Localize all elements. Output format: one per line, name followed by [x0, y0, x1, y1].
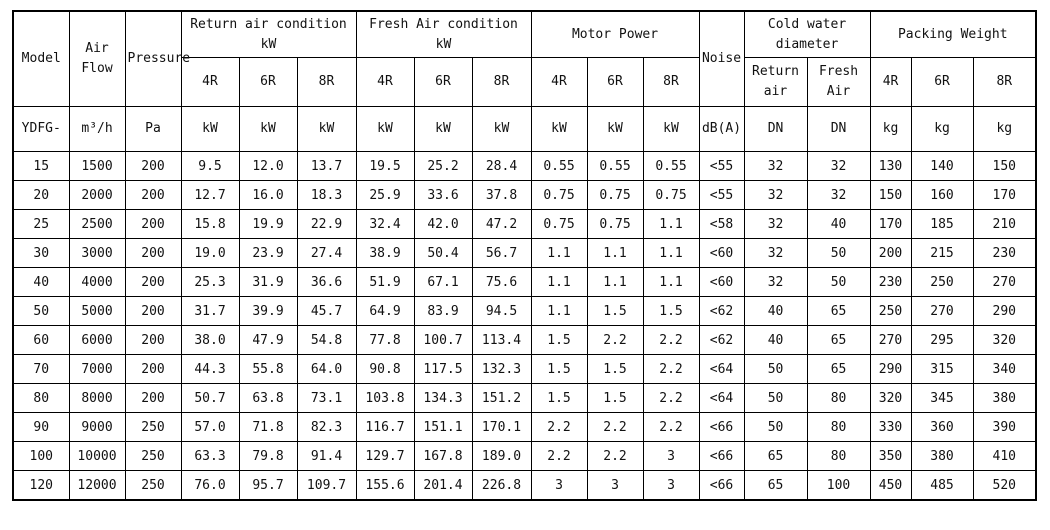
table-cell: 79.8	[239, 442, 297, 471]
table-cell: 70	[13, 355, 69, 384]
table-cell: 47.9	[239, 326, 297, 355]
table-cell: 64.9	[356, 297, 414, 326]
table-cell: 1.5	[531, 326, 587, 355]
table-cell: 1.5	[587, 355, 643, 384]
table-cell: 1.5	[531, 355, 587, 384]
table-cell: 5000	[69, 297, 125, 326]
table-cell: 91.4	[297, 442, 356, 471]
table-row	[13, 152, 1036, 181]
unit-cell: kW	[297, 107, 356, 152]
table-cell: 12000	[69, 471, 125, 501]
table-cell: 129.7	[356, 442, 414, 471]
header-cold-water-diameter: Cold water diameter	[744, 11, 870, 58]
table-cell: 330	[870, 413, 911, 442]
table-cell: <64	[699, 384, 744, 413]
table-cell: 40	[13, 268, 69, 297]
table-cell: 140	[911, 152, 973, 181]
table-cell: 200	[125, 297, 181, 326]
table-cell: 67.1	[414, 268, 472, 297]
table-cell: 2.2	[643, 355, 699, 384]
table-cell: 155.6	[356, 471, 414, 501]
table-cell: 44.3	[181, 355, 239, 384]
table-cell: 80	[13, 384, 69, 413]
table-cell: 32	[807, 181, 870, 210]
unit-cell: kg	[973, 107, 1036, 152]
unit-cell: kg	[870, 107, 911, 152]
header-noise: Noise	[699, 11, 744, 107]
table-cell: 1.1	[531, 297, 587, 326]
table-cell: <66	[699, 471, 744, 501]
table-cell: 32	[744, 268, 807, 297]
table-cell: 22.9	[297, 210, 356, 239]
table-cell: 76.0	[181, 471, 239, 501]
table-cell: 117.5	[414, 355, 472, 384]
table-cell: 40	[807, 210, 870, 239]
table-cell: 77.8	[356, 326, 414, 355]
table-cell: 151.1	[414, 413, 472, 442]
unit-cell: kW	[239, 107, 297, 152]
table-cell: 25.2	[414, 152, 472, 181]
table-cell: 36.6	[297, 268, 356, 297]
unit-cell: kW	[472, 107, 531, 152]
table-cell: 250	[870, 297, 911, 326]
table-cell: 0.55	[587, 152, 643, 181]
table-cell: 31.7	[181, 297, 239, 326]
table-cell: 1.1	[587, 239, 643, 268]
table-cell: 28.4	[472, 152, 531, 181]
table-body	[13, 152, 1036, 501]
table-row	[13, 471, 1036, 501]
table-row	[13, 210, 1036, 239]
table-cell: 320	[973, 326, 1036, 355]
table-cell: 340	[973, 355, 1036, 384]
table-cell: 54.8	[297, 326, 356, 355]
table-cell: <60	[699, 239, 744, 268]
table-cell: 116.7	[356, 413, 414, 442]
table-cell: 50	[807, 268, 870, 297]
table-cell: 520	[973, 471, 1036, 501]
header-weight-8r: 8R	[973, 58, 1036, 107]
table-cell: 134.3	[414, 384, 472, 413]
table-cell: 50	[744, 355, 807, 384]
table-cell: 32	[744, 239, 807, 268]
table-cell: 19.9	[239, 210, 297, 239]
table-cell: 80	[807, 442, 870, 471]
table-cell: 1.1	[643, 268, 699, 297]
table-cell: 65	[807, 326, 870, 355]
unit-cell: DN	[744, 107, 807, 152]
table-cell: 80	[807, 413, 870, 442]
table-cell: 109.7	[297, 471, 356, 501]
table-row	[13, 413, 1036, 442]
table-cell: 19.5	[356, 152, 414, 181]
unit-cell: kg	[911, 107, 973, 152]
table-row	[13, 268, 1036, 297]
table-cell: 1500	[69, 152, 125, 181]
header-motor-power: Motor Power	[531, 11, 699, 58]
table-cell: 210	[973, 210, 1036, 239]
table-cell: 250	[125, 442, 181, 471]
table-cell: 82.3	[297, 413, 356, 442]
table-cell: <55	[699, 152, 744, 181]
header-motor-6r: 6R	[587, 58, 643, 107]
table-cell: 80	[807, 384, 870, 413]
table-cell: <55	[699, 181, 744, 210]
table-cell: 170.1	[472, 413, 531, 442]
table-cell: 200	[125, 355, 181, 384]
table-cell: 100	[13, 442, 69, 471]
table-cell: 25	[13, 210, 69, 239]
table-cell: 2500	[69, 210, 125, 239]
unit-cell: kW	[587, 107, 643, 152]
table-row	[13, 384, 1036, 413]
unit-cell: kW	[531, 107, 587, 152]
table-cell: 2000	[69, 181, 125, 210]
table-cell: <66	[699, 413, 744, 442]
table-cell: 63.8	[239, 384, 297, 413]
table-row	[13, 355, 1036, 384]
table-cell: 65	[807, 355, 870, 384]
table-cell: 51.9	[356, 268, 414, 297]
table-cell: 185	[911, 210, 973, 239]
table-cell: 15.8	[181, 210, 239, 239]
table-cell: 345	[911, 384, 973, 413]
header-motor-4r: 4R	[531, 58, 587, 107]
table-cell: 40	[744, 297, 807, 326]
table-cell: 2.2	[643, 413, 699, 442]
table-cell: 150	[870, 181, 911, 210]
header-row-groups	[13, 11, 1036, 58]
unit-cell: YDFG-	[13, 107, 69, 152]
table-cell: 200	[870, 239, 911, 268]
table-cell: 270	[911, 297, 973, 326]
table-cell: 9000	[69, 413, 125, 442]
table-cell: 38.0	[181, 326, 239, 355]
table-cell: 73.1	[297, 384, 356, 413]
table-cell: 27.4	[297, 239, 356, 268]
table-cell: 230	[973, 239, 1036, 268]
header-return-4r: 4R	[181, 58, 239, 107]
table-cell: 2.2	[643, 384, 699, 413]
table-cell: 65	[744, 471, 807, 501]
table-cell: 3	[587, 471, 643, 501]
unit-cell: kW	[356, 107, 414, 152]
table-cell: 1.5	[531, 384, 587, 413]
table-cell: 33.6	[414, 181, 472, 210]
table-cell: 75.6	[472, 268, 531, 297]
table-cell: 50	[744, 413, 807, 442]
table-cell: 23.9	[239, 239, 297, 268]
table-cell: 1.5	[643, 297, 699, 326]
table-cell: 50	[744, 384, 807, 413]
table-cell: 57.0	[181, 413, 239, 442]
table-cell: 200	[125, 384, 181, 413]
table-row	[13, 181, 1036, 210]
table-cell: 15	[13, 152, 69, 181]
table-cell: 16.0	[239, 181, 297, 210]
table-cell: 55.8	[239, 355, 297, 384]
table-cell: 0.55	[531, 152, 587, 181]
header-motor-8r: 8R	[643, 58, 699, 107]
table-cell: 32	[744, 210, 807, 239]
spec-table	[12, 10, 1037, 501]
table-row	[13, 326, 1036, 355]
table-cell: 65	[744, 442, 807, 471]
table-cell: <66	[699, 442, 744, 471]
table-row	[13, 442, 1036, 471]
header-fresh-4r: 4R	[356, 58, 414, 107]
table-cell: 226.8	[472, 471, 531, 501]
table-cell: 200	[125, 268, 181, 297]
table-cell: 37.8	[472, 181, 531, 210]
table-cell: 270	[973, 268, 1036, 297]
table-cell: 94.5	[472, 297, 531, 326]
table-cell: 290	[870, 355, 911, 384]
table-cell: 25.3	[181, 268, 239, 297]
table-cell: 2.2	[587, 442, 643, 471]
table-cell: 200	[125, 181, 181, 210]
table-cell: 200	[125, 210, 181, 239]
table-cell: 2.2	[587, 326, 643, 355]
header-return-8r: 8R	[297, 58, 356, 107]
table-cell: 50.4	[414, 239, 472, 268]
unit-cell: kW	[414, 107, 472, 152]
header-cw-return-air: Return air	[744, 58, 807, 107]
table-cell: 350	[870, 442, 911, 471]
table-cell: 215	[911, 239, 973, 268]
header-pressure: Pressure	[125, 11, 181, 107]
unit-cell: m³/h	[69, 107, 125, 152]
table-cell: <62	[699, 297, 744, 326]
table-cell: 42.0	[414, 210, 472, 239]
table-cell: 250	[125, 471, 181, 501]
table-cell: 2.2	[643, 326, 699, 355]
table-cell: 18.3	[297, 181, 356, 210]
table-cell: 3	[643, 442, 699, 471]
table-cell: 95.7	[239, 471, 297, 501]
table-cell: 315	[911, 355, 973, 384]
table-cell: 380	[973, 384, 1036, 413]
unit-cell: DN	[807, 107, 870, 152]
table-cell: <64	[699, 355, 744, 384]
table-cell: 9.5	[181, 152, 239, 181]
table-cell: 47.2	[472, 210, 531, 239]
table-cell: 32	[744, 152, 807, 181]
header-fresh-8r: 8R	[472, 58, 531, 107]
table-cell: 3	[531, 471, 587, 501]
table-cell: 1.5	[587, 297, 643, 326]
table-cell: 250	[125, 413, 181, 442]
table-cell: 50	[807, 239, 870, 268]
table-cell: 2.2	[531, 442, 587, 471]
table-cell: 295	[911, 326, 973, 355]
table-cell: 290	[973, 297, 1036, 326]
table-cell: 8000	[69, 384, 125, 413]
unit-cell: Pa	[125, 107, 181, 152]
table-cell: 270	[870, 326, 911, 355]
header-packing-weight: Packing Weight	[870, 11, 1036, 58]
unit-cell: kW	[643, 107, 699, 152]
table-cell: 360	[911, 413, 973, 442]
table-cell: 170	[973, 181, 1036, 210]
table-cell: 19.0	[181, 239, 239, 268]
table-cell: 2.2	[587, 413, 643, 442]
table-cell: 167.8	[414, 442, 472, 471]
table-cell: 12.7	[181, 181, 239, 210]
header-return-air-condition: Return air condition kW	[181, 11, 356, 58]
header-air-flow: Air Flow	[69, 11, 125, 107]
header-row-units	[13, 107, 1036, 152]
table-cell: 200	[125, 326, 181, 355]
table-cell: 200	[125, 152, 181, 181]
header-weight-4r: 4R	[870, 58, 911, 107]
header-model: Model	[13, 11, 69, 107]
table-cell: 40	[744, 326, 807, 355]
table-cell: 4000	[69, 268, 125, 297]
table-cell: 1.1	[531, 268, 587, 297]
table-cell: 100.7	[414, 326, 472, 355]
table-cell: 50	[13, 297, 69, 326]
table-cell: 90.8	[356, 355, 414, 384]
table-cell: 0.75	[531, 210, 587, 239]
table-cell: 150	[973, 152, 1036, 181]
table-cell: 63.3	[181, 442, 239, 471]
table-cell: 32	[744, 181, 807, 210]
table-cell: 50.7	[181, 384, 239, 413]
table-cell: 230	[870, 268, 911, 297]
table-cell: 160	[911, 181, 973, 210]
table-cell: 250	[911, 268, 973, 297]
unit-cell: kW	[181, 107, 239, 152]
table-cell: 1.1	[643, 239, 699, 268]
table-cell: 170	[870, 210, 911, 239]
table-cell: 64.0	[297, 355, 356, 384]
table-cell: 6000	[69, 326, 125, 355]
table-cell: 2.2	[531, 413, 587, 442]
table-cell: 0.75	[587, 210, 643, 239]
table-cell: 3000	[69, 239, 125, 268]
header-cw-fresh-air: Fresh Air	[807, 58, 870, 107]
table-cell: 83.9	[414, 297, 472, 326]
table-header	[13, 11, 1036, 152]
table-cell: 30	[13, 239, 69, 268]
table-cell: 32	[807, 152, 870, 181]
header-fresh-6r: 6R	[414, 58, 472, 107]
table-cell: 90	[13, 413, 69, 442]
table-cell: 132.3	[472, 355, 531, 384]
table-cell: 65	[807, 297, 870, 326]
table-cell: 38.9	[356, 239, 414, 268]
table-cell: 71.8	[239, 413, 297, 442]
table-cell: 1.1	[531, 239, 587, 268]
table-cell: 60	[13, 326, 69, 355]
table-cell: 39.9	[239, 297, 297, 326]
header-fresh-air-condition: Fresh Air condition kW	[356, 11, 531, 58]
table-cell: 130	[870, 152, 911, 181]
header-return-6r: 6R	[239, 58, 297, 107]
table-cell: 32.4	[356, 210, 414, 239]
table-cell: 20	[13, 181, 69, 210]
table-cell: 410	[973, 442, 1036, 471]
table-cell: 1.1	[587, 268, 643, 297]
table-cell: 201.4	[414, 471, 472, 501]
table-cell: 1.1	[643, 210, 699, 239]
table-cell: 10000	[69, 442, 125, 471]
table-cell: <60	[699, 268, 744, 297]
table-cell: 1.5	[587, 384, 643, 413]
table-cell: 13.7	[297, 152, 356, 181]
header-weight-6r: 6R	[911, 58, 973, 107]
table-cell: 31.9	[239, 268, 297, 297]
table-cell: 450	[870, 471, 911, 501]
table-cell: 0.75	[587, 181, 643, 210]
table-cell: 7000	[69, 355, 125, 384]
table-cell: <62	[699, 326, 744, 355]
table-cell: 200	[125, 239, 181, 268]
table-cell: 100	[807, 471, 870, 501]
table-row	[13, 297, 1036, 326]
table-cell: 120	[13, 471, 69, 501]
table-cell: 320	[870, 384, 911, 413]
table-cell: 189.0	[472, 442, 531, 471]
table-cell: 12.0	[239, 152, 297, 181]
table-cell: 113.4	[472, 326, 531, 355]
table-cell: 3	[643, 471, 699, 501]
table-cell: 485	[911, 471, 973, 501]
table-cell: 0.75	[531, 181, 587, 210]
table-cell: 0.55	[643, 152, 699, 181]
table-cell: 103.8	[356, 384, 414, 413]
table-row	[13, 239, 1036, 268]
table-cell: 56.7	[472, 239, 531, 268]
table-cell: 45.7	[297, 297, 356, 326]
table-cell: 390	[973, 413, 1036, 442]
table-cell: 151.2	[472, 384, 531, 413]
table-cell: 0.75	[643, 181, 699, 210]
table-cell: 25.9	[356, 181, 414, 210]
table-cell: 380	[911, 442, 973, 471]
unit-cell: dB(A)	[699, 107, 744, 152]
table-cell: <58	[699, 210, 744, 239]
